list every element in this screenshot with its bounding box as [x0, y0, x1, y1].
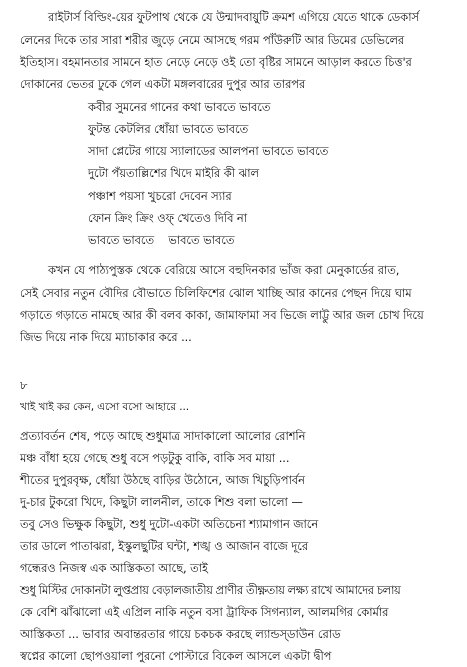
- poem-line: তার ডালে পাতাঝরা, ইস্কুলছুটির ঘন্টা, শঙ্খ ও আজান বাজে দূরে: [20, 539, 309, 553]
- prose-line: রাইটার্স বিল্ডিং-য়ের ফুটপাথ থেকে যে উন্মাদবায়ুটি ক্রমশ এগিয়ে যেতে থাকে ডেকার্স: [48, 10, 419, 24]
- indented-line: ফোন ক্রিং ক্রিং ওফ্ খেতেও দিবি না: [88, 211, 248, 225]
- section-subtitle: খাই খাই কর কেন, এসো বসো আহারে ...: [20, 401, 189, 413]
- prose-line: জিভ দিয়ে নাক দিয়ে ম্যাচাকার করে ...: [20, 330, 192, 344]
- poem-line: শুধু মিস্টির দোকানটা লুপ্তপ্রায় বেড়ালজাতীয় প্রাণীর তীক্ষ্ণতায় লক্ষ্য রাখে আমাদের চলায়: [20, 583, 401, 597]
- poem-line: দু-চার টুকরো খিদে, কিছুটা লালনীল, তাকে শিশু বলা ভালো —: [20, 495, 303, 509]
- prose-line: সেই সেবার নতুন বৌদির বৌভাতে চিলিফিশের ঝোল খাচ্ছি আর কানের পেছন দিয়ে ঘাম: [20, 286, 412, 300]
- poem-line: শীতের দুপুরবৃক্ষ, ধোঁয়া উঠছে বাড়ির উঠোনে, আজ খিচুড়িপার্বন: [20, 473, 305, 487]
- poem-line: প্রত্যাবর্তন শেষ, পড়ে আছে শুধুমাত্র সাদাকালো আলোর রোশনি: [20, 429, 306, 443]
- poem-line: স্বপ্নের কালো ছোপওয়ালা পুরনো পোস্টারে বিকেল আসলে একটা দ্বীপ: [20, 649, 332, 663]
- section-number: ৮: [20, 378, 28, 392]
- prose-line: দোকানের ভেতর ঢুকে গেল একটা মঙ্গলবারের দুপুর আর তারপর: [20, 77, 306, 91]
- indented-line: ফুটন্ত কেটলির ধোঁয়া ভাবতে ভাবতে: [88, 122, 249, 136]
- poem-line: মঞ্চ বাঁধা হয়ে গেছে শুধু বসে পড়টুকু বাকি, বাকি সব মায়া ...: [20, 451, 290, 465]
- poem-line: গন্ধেরও নিজস্ব এক আস্তিকতা আছে, তাই: [20, 561, 208, 575]
- prose-line: ইতিহাস। বহমানতার সামনে হাত নেড়ে নেড়ে ওই তো বৃষ্টির সামনে আড়াল করতে চিত্ত'র: [20, 55, 412, 69]
- indented-line: ভাবতে ভাবতে ভাবতে ভাবতে: [88, 233, 235, 247]
- prose-line: গড়াতে গড়াতে নামছে আর কী বলব কাকা, জামাফামা সব ভিজে লাট্টু আর জল চোখ দিয়ে: [20, 308, 424, 322]
- poem-line: আস্তিকতা ... ভাবার অবান্তরতার গায়ে চকচক করছে ল্যান্ডস্ডাউন রোড: [20, 627, 341, 641]
- poem-line: কে বেশি ঝাঁঝালো এই এপ্রিল নাকি নতুন বসা ট্রাফিক সিগন্যাল, আলমগির কোর্মার: [20, 605, 389, 619]
- prose-line: লেনের দিকে তার সারা শরীর জুড়ে নেমে আসছে গরম পাঁউরুটি আর ডিমের ডেভিলের: [20, 33, 405, 47]
- poem-line: তবু সেও ভিক্ষুক কিছুটা, শুধু দুটো-একটা অতিচেনা শ্যামাগান জানে: [20, 517, 319, 531]
- indented-line: পঞ্চাশ পয়সা খুচরো দেবেন স্যার: [88, 189, 232, 203]
- indented-line: দুটো পঁয়তাল্লিশের খিদে মাইরি কী ঝাল: [88, 166, 259, 180]
- indented-line: সাদা প্লেটের গায়ে স্যালাডের আলপনা ভাবতে ভাবতে: [88, 144, 329, 158]
- prose-line: কখন যে পাঠ্যপুস্তক থেকে বেরিয়ে আসে বহুদিনকার ভাঁজ করা মেনুকার্ডের রাত,: [48, 263, 400, 277]
- indented-line: কবীর সুমনের গানের কথা ভাবতে ভাবতে: [88, 100, 271, 114]
